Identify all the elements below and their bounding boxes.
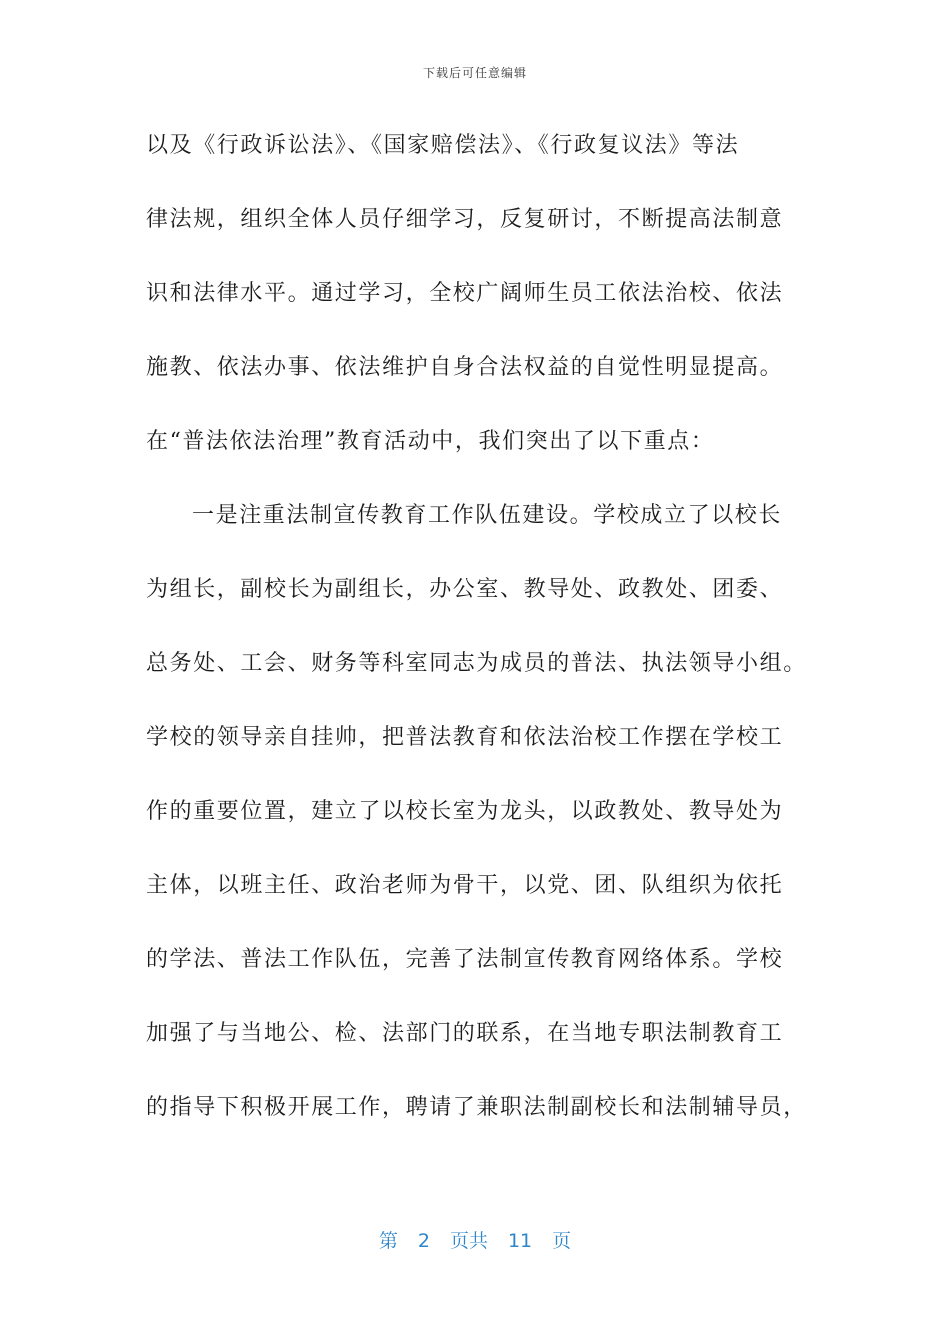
body-line: 以及《行政诉讼法》、《国家赔偿法》、《行政复议法》等法 — [146, 133, 740, 158]
header-note: 下载后可任意编辑 — [422, 66, 527, 80]
total-pages-number: 11 — [507, 1230, 533, 1252]
body-line: 加强了与当地公、检、法部门的联系，在当地专职法制教育工 — [146, 1021, 784, 1046]
body-line: 律法规，组织全体人员仔细学习，反复研讨，不断提高法制意 — [146, 207, 784, 232]
body-line: 的指导下积极开展工作，聘请了兼职法制副校长和法制辅导员， — [146, 1095, 807, 1120]
body-line: 总务处、工会、财务等科室同志为成员的普法、执法领导小组。 — [146, 651, 807, 676]
body-line: 在“普法依法治理”教育活动中，我们突出了以下重点： — [146, 429, 715, 454]
body-line: 学校的领导亲自挂帅，把普法教育和依法治校工作摆在学校工 — [146, 725, 784, 750]
body-line: 主体，以班主任、政治老师为骨干，以党、团、队组织为依托 — [146, 873, 784, 898]
current-page-number: 2 — [417, 1230, 430, 1252]
footer-suffix: 页 — [552, 1230, 572, 1252]
document-body — [146, 126, 846, 1162]
body-line: 的学法、普法工作队伍，完善了法制宣传教育网络体系。学校 — [146, 947, 784, 972]
body-line: 为组长，副校长为副组长，办公室、教导处、政教处、团委、 — [146, 577, 784, 602]
paragraph-first-line: 一是注重法制宣传教育工作队伍建设。学校成立了以校长 — [192, 503, 783, 528]
page-footer — [0, 1226, 950, 1253]
body-line: 识和法律水平。通过学习，全校广阔师生员工依法治校、依法 — [146, 281, 784, 306]
body-line: 施教、依法办事、依法维护自身合法权益的自觉性明显提高。 — [146, 355, 784, 380]
footer-prefix: 第 — [378, 1230, 398, 1252]
footer-middle: 页共 — [449, 1230, 488, 1252]
body-line: 作的重要位置，建立了以校长室为龙头，以政教处、教导处为 — [146, 799, 784, 824]
